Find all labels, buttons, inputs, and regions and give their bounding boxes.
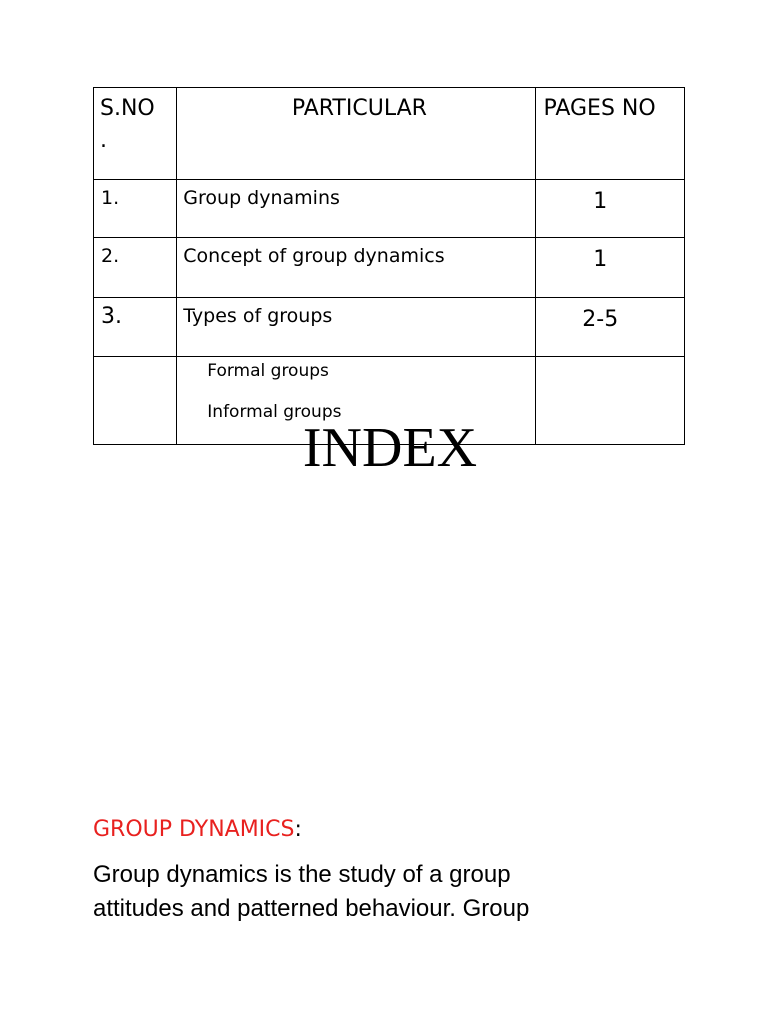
header-pages-no: PAGES NO (536, 88, 685, 180)
body-line-2: attitudes and patterned behaviour. Group (93, 895, 530, 922)
section-heading-text: GROUP DYNAMICS (93, 817, 295, 842)
table-header-row (94, 88, 685, 180)
row-sno: 1. (94, 180, 177, 238)
table-row (94, 238, 685, 298)
section-body-text (93, 858, 653, 926)
row-sno: 2. (94, 238, 177, 298)
row-particular: Concept of group dynamics (177, 238, 536, 298)
row-sno: 3. (94, 298, 177, 357)
table-row (94, 180, 685, 238)
sub-item-informal-groups: Informal groups (207, 402, 342, 422)
section-heading-colon: : (294, 817, 302, 842)
section-heading (93, 814, 302, 846)
table-row (94, 298, 685, 357)
row-pages: 1 (536, 238, 685, 298)
page-title: INDEX (302, 417, 478, 479)
row-pages: 2-5 (536, 298, 685, 357)
row-pages: 1 (536, 180, 685, 238)
sub-item-formal-groups: Formal groups (207, 361, 329, 381)
row-particular: Types of groups (177, 298, 536, 357)
header-sno-label: S.NO (100, 96, 155, 121)
body-line-1: Group dynamics is the study of a group (93, 861, 511, 888)
header-particular: PARTICULAR (177, 88, 536, 180)
index-table (93, 87, 685, 445)
header-sno-dot: . (100, 128, 107, 153)
row-particular: Group dynamins (177, 180, 536, 238)
header-sno (94, 88, 177, 180)
